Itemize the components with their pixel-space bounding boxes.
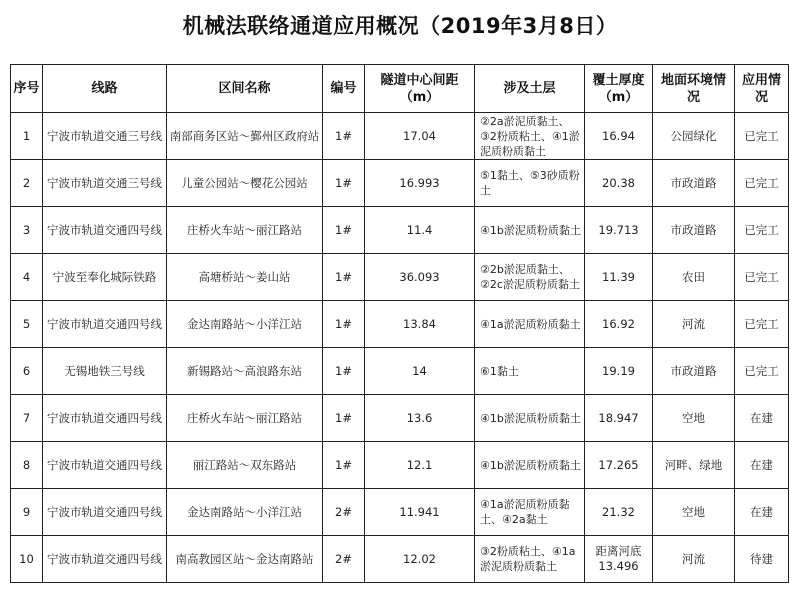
table-row <box>11 301 789 348</box>
cell-no: 7 <box>11 395 43 442</box>
header-spacing: 隧道中心间距（m） <box>365 65 475 113</box>
cell-cover: 18.947 <box>585 395 653 442</box>
header-row <box>11 65 789 113</box>
cell-code: 1# <box>323 113 365 160</box>
header-line: 线路 <box>43 65 167 113</box>
cell-status: 在建 <box>735 442 789 489</box>
cell-code: 1# <box>323 348 365 395</box>
cell-no: 6 <box>11 348 43 395</box>
data-table <box>10 64 789 583</box>
cell-soil: ④1a淤泥质粉质黏土 <box>475 301 585 348</box>
cell-section: 新锡路站～高浪路东站 <box>167 348 323 395</box>
cell-code: 1# <box>323 160 365 207</box>
header-soil: 涉及土层 <box>475 65 585 113</box>
cell-soil: ④1b淤泥质粉质黏土 <box>475 207 585 254</box>
cell-status: 在建 <box>735 489 789 536</box>
header-env: 地面环境情况 <box>653 65 735 113</box>
cell-no: 10 <box>11 536 43 583</box>
header-status: 应用情况 <box>735 65 789 113</box>
cell-line: 无锡地铁三号线 <box>43 348 167 395</box>
table-row <box>11 160 789 207</box>
cell-code: 1# <box>323 442 365 489</box>
header-code: 编号 <box>323 65 365 113</box>
cell-no: 2 <box>11 160 43 207</box>
cell-spacing: 12.1 <box>365 442 475 489</box>
header-section: 区间名称 <box>167 65 323 113</box>
cell-cover: 16.92 <box>585 301 653 348</box>
cell-cover: 16.94 <box>585 113 653 160</box>
header-no: 序号 <box>11 65 43 113</box>
cell-status: 已完工 <box>735 254 789 301</box>
cell-soil: ②2a淤泥质黏土、③2粉质粘土、④1淤泥质粉质黏土 <box>475 113 585 160</box>
cell-code: 1# <box>323 254 365 301</box>
cell-spacing: 16.993 <box>365 160 475 207</box>
cell-spacing: 11.941 <box>365 489 475 536</box>
cell-cover: 20.38 <box>585 160 653 207</box>
cell-cover: 11.39 <box>585 254 653 301</box>
cell-spacing: 36.093 <box>365 254 475 301</box>
page-title: 机械法联络通道应用概况（2019年3月8日） <box>182 14 618 38</box>
cell-status: 已完工 <box>735 160 789 207</box>
cell-env: 空地 <box>653 489 735 536</box>
cell-status: 已完工 <box>735 113 789 160</box>
cell-spacing: 12.02 <box>365 536 475 583</box>
cell-code: 2# <box>323 536 365 583</box>
cell-no: 3 <box>11 207 43 254</box>
cell-section: 南部商务区站～鄞州区政府站 <box>167 113 323 160</box>
cell-soil: ⑤1黏土、⑤3砂质粉土 <box>475 160 585 207</box>
cell-cover: 19.19 <box>585 348 653 395</box>
table-row <box>11 254 789 301</box>
cell-section: 金达南路站～小洋江站 <box>167 301 323 348</box>
cell-code: 1# <box>323 301 365 348</box>
cell-no: 8 <box>11 442 43 489</box>
cell-spacing: 13.6 <box>365 395 475 442</box>
table-row <box>11 395 789 442</box>
cell-no: 4 <box>11 254 43 301</box>
cell-soil: ④1b淤泥质粉质黏土 <box>475 395 585 442</box>
cell-env: 市政道路 <box>653 348 735 395</box>
cell-code: 1# <box>323 207 365 254</box>
cell-env: 河流 <box>653 301 735 348</box>
cell-soil: ④1a淤泥质粉质黏土、④2a黏土 <box>475 489 585 536</box>
cell-status: 已完工 <box>735 301 789 348</box>
cell-env: 农田 <box>653 254 735 301</box>
cell-line: 宁波市轨道交通三号线 <box>43 160 167 207</box>
cell-no: 9 <box>11 489 43 536</box>
cell-spacing: 13.84 <box>365 301 475 348</box>
cell-soil: ③2粉质粘土、④1a淤泥质粉质黏土 <box>475 536 585 583</box>
cell-soil: ④1b淤泥质粉质黏土 <box>475 442 585 489</box>
table-row <box>11 442 789 489</box>
cell-status: 在建 <box>735 395 789 442</box>
cell-cover: 19.713 <box>585 207 653 254</box>
cell-section: 庄桥火车站～丽江路站 <box>167 207 323 254</box>
cell-section: 高塘桥站～姜山站 <box>167 254 323 301</box>
table-row <box>11 536 789 583</box>
cell-status: 已完工 <box>735 348 789 395</box>
cell-section: 南高教园区站～金达南路站 <box>167 536 323 583</box>
cell-cover: 21.32 <box>585 489 653 536</box>
cell-line: 宁波市轨道交通四号线 <box>43 536 167 583</box>
cell-env: 空地 <box>653 395 735 442</box>
cell-section: 儿童公园站～樱花公园站 <box>167 160 323 207</box>
cell-spacing: 17.04 <box>365 113 475 160</box>
cell-line: 宁波至奉化城际铁路 <box>43 254 167 301</box>
cell-spacing: 14 <box>365 348 475 395</box>
cell-line: 宁波市轨道交通四号线 <box>43 442 167 489</box>
cell-section: 金达南路站～小洋江站 <box>167 489 323 536</box>
cell-section: 庄桥火车站～丽江路站 <box>167 395 323 442</box>
cell-cover: 距离河底13.496 <box>585 536 653 583</box>
cell-no: 5 <box>11 301 43 348</box>
cell-status: 已完工 <box>735 207 789 254</box>
cell-section: 丽江路站～双东路站 <box>167 442 323 489</box>
cell-soil: ②2b淤泥质黏土、②2c淤泥质粉质黏土 <box>475 254 585 301</box>
cell-code: 1# <box>323 395 365 442</box>
table-row <box>11 207 789 254</box>
cell-no: 1 <box>11 113 43 160</box>
cell-line: 宁波市轨道交通四号线 <box>43 301 167 348</box>
cell-env: 河流 <box>653 536 735 583</box>
table-row <box>11 348 789 395</box>
cell-line: 宁波市轨道交通四号线 <box>43 395 167 442</box>
cell-env: 市政道路 <box>653 160 735 207</box>
table-row <box>11 113 789 160</box>
cell-line: 宁波市轨道交通四号线 <box>43 207 167 254</box>
cell-line: 宁波市轨道交通四号线 <box>43 489 167 536</box>
cell-env: 河畔、绿地 <box>653 442 735 489</box>
cell-env: 公园绿化 <box>653 113 735 160</box>
cell-soil: ⑥1黏土 <box>475 348 585 395</box>
table-row <box>11 489 789 536</box>
cell-line: 宁波市轨道交通三号线 <box>43 113 167 160</box>
cell-spacing: 11.4 <box>365 207 475 254</box>
header-cover: 覆土厚度（m） <box>585 65 653 113</box>
cell-status: 待建 <box>735 536 789 583</box>
cell-cover: 17.265 <box>585 442 653 489</box>
cell-code: 2# <box>323 489 365 536</box>
cell-env: 市政道路 <box>653 207 735 254</box>
